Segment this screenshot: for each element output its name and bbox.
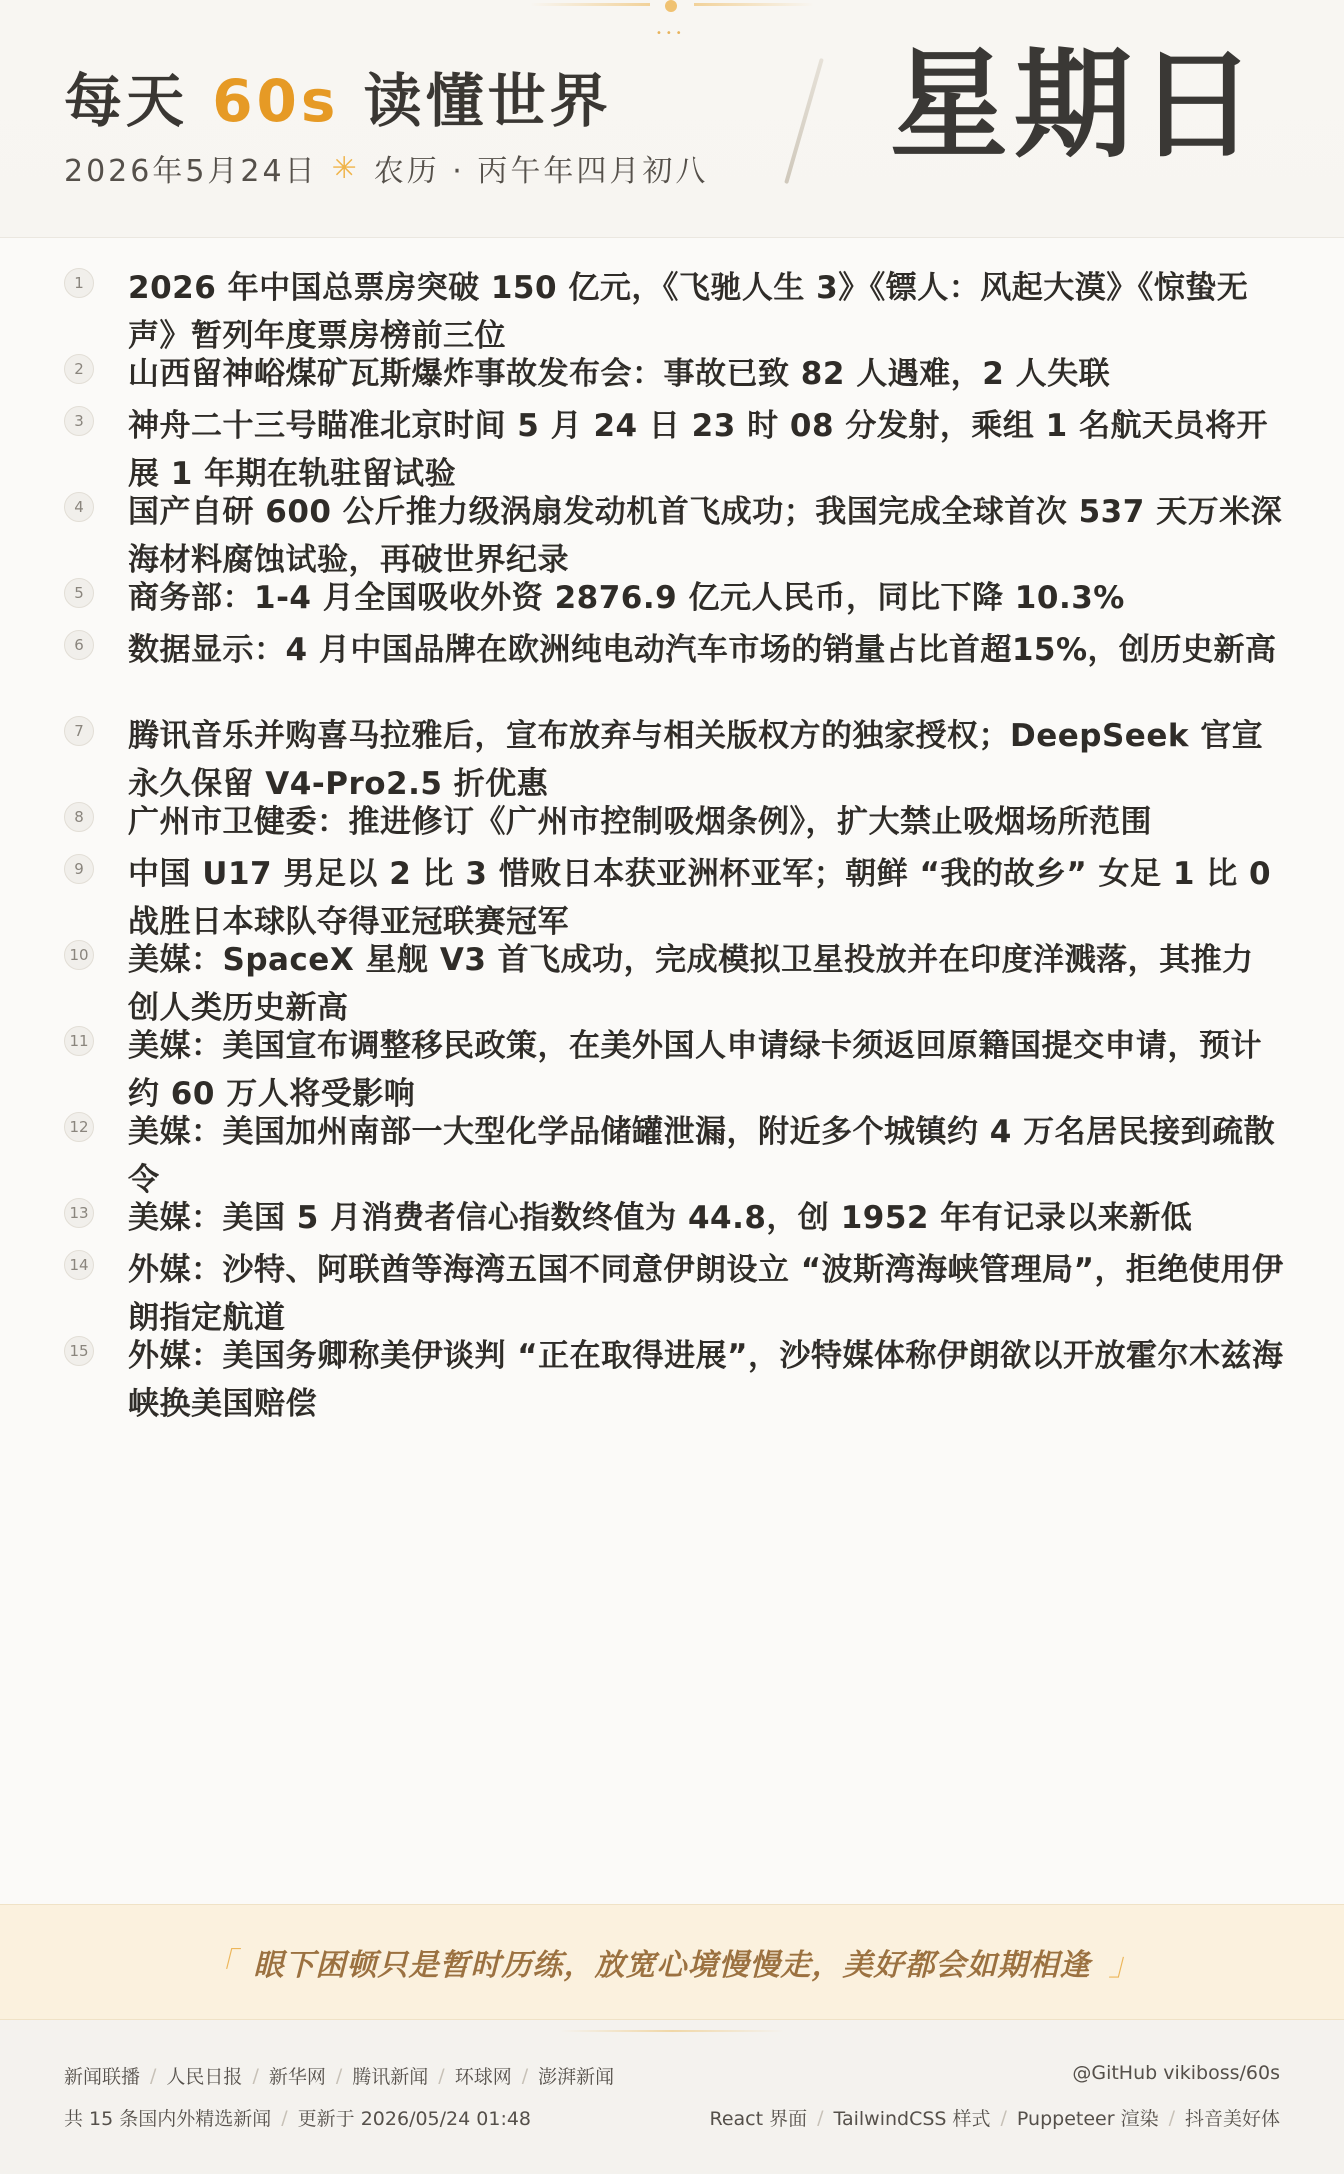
news-number-badge: 12 <box>64 1112 94 1142</box>
daily-quote <box>0 1904 1344 2020</box>
news-number-badge: 6 <box>64 630 94 660</box>
news-text: 数据显示：4 月中国品牌在欧洲纯电动汽车市场的销量占比首超15%，创历史新高 <box>128 632 1277 668</box>
news-item <box>64 850 1284 946</box>
news-text: 美媒：美国宣布调整移民政策，在美外国人申请绿卡须返回原籍国提交申请，预计约 60 万人将受影响 <box>128 1028 1262 1112</box>
news-text: 外媒：美国务卿称美伊谈判 “正在取得进展”，沙特媒体称伊朗欲以开放霍尔木兹海峡换美国赔偿 <box>128 1338 1284 1422</box>
source-item: 腾讯新闻 <box>352 2066 429 2088</box>
news-text: 美媒：美国 5 月消费者信心指数终值为 44.8，创 1952 年有记录以来新低 <box>128 1200 1193 1236</box>
news-text: 国产自研 600 公斤推力级涡扇发动机首飞成功；我国完成全球首次 537 天万米深海材料腐蚀试验，再破世界纪录 <box>128 494 1283 578</box>
news-number-badge: 4 <box>64 492 94 522</box>
news-text: 广州市卫健委：推进修订《广州市控制吸烟条例》，扩大禁止吸烟场所范围 <box>128 804 1152 840</box>
source-item: 新华网 <box>268 2066 326 2088</box>
news-number-badge: 10 <box>64 940 94 970</box>
news-number-badge: 14 <box>64 1250 94 1280</box>
separator: / <box>335 2064 343 2087</box>
news-item <box>64 626 1284 674</box>
sun-dot-icon <box>665 0 677 12</box>
news-number-badge: 2 <box>64 354 94 384</box>
news-number-badge: 15 <box>64 1336 94 1366</box>
news-item <box>64 1194 1284 1242</box>
news-item <box>64 1108 1284 1204</box>
news-number-badge: 9 <box>64 854 94 884</box>
tech-item: 抖音美好体 <box>1184 2108 1280 2130</box>
news-text: 腾讯音乐并购喜马拉雅后，宣布放弃与相关版权方的独家授权；DeepSeek 官宣永久保留 V4-Pro2.5 折优惠 <box>128 718 1264 802</box>
source-list <box>64 2062 614 2089</box>
date-line <box>64 146 708 190</box>
news-item <box>64 574 1284 622</box>
news-item <box>64 712 1284 808</box>
sparkle-icon: ✳ <box>331 150 360 186</box>
news-item <box>64 350 1284 398</box>
news-item <box>64 1246 1284 1342</box>
news-text: 中国 U17 男足以 2 比 3 惜败日本获亚洲杯亚军；朝鲜 “我的故乡” 女足 1 比 0 战胜日本球队夺得亚冠联赛冠军 <box>128 856 1272 940</box>
news-text: 美媒：SpaceX 星舰 V3 首飞成功，完成模拟卫星投放并在印度洋溅落，其推力创人类历史新高 <box>128 942 1254 1026</box>
solar-date: 2026年5月24日 <box>64 154 318 189</box>
tech-stack <box>709 2104 1280 2131</box>
news-text: 2026 年中国总票房突破 150 亿元，《飞驰人生 3》《镖人：风起大漠》《惊蛰无声》暂列年度票房榜前三位 <box>128 270 1249 354</box>
source-item: 人民日报 <box>166 2066 243 2088</box>
separator: / <box>438 2064 445 2087</box>
news-item <box>64 798 1284 846</box>
news-count: 共 15 条国内外精选新闻 <box>64 2108 272 2130</box>
news-number-badge: 5 <box>64 578 94 608</box>
tech-item: React 界面 <box>709 2108 808 2130</box>
weekday: 星期日 <box>890 36 1263 174</box>
tech-item: Puppeteer 渲染 <box>1016 2108 1159 2130</box>
source-item: 环球网 <box>454 2066 512 2088</box>
news-number-badge: 11 <box>64 1026 94 1056</box>
news-item <box>64 488 1284 584</box>
title-accent: 60s <box>212 67 340 135</box>
news-item <box>64 936 1284 1032</box>
header-divider <box>784 58 824 184</box>
separator: / <box>521 2064 529 2087</box>
separator: / <box>1000 2106 1007 2129</box>
news-number-badge: 1 <box>64 268 94 298</box>
updated-time: 更新于 2026/05/24 01:48 <box>297 2108 532 2130</box>
news-text: 山西留神峪煤矿瓦斯爆炸事故发布会：事故已致 82 人遇难，2 人失联 <box>128 356 1111 392</box>
news-number-badge: 13 <box>64 1198 94 1228</box>
footer-meta: 共 15 条国内外精选新闻 / 更新于 2026/05/24 01:48 <box>64 2104 531 2131</box>
news-text: 外媒：沙特、阿联酋等海湾五国不同意伊朗设立 “波斯湾海峡管理局”，拒绝使用伊朗指定航道 <box>128 1252 1284 1336</box>
news-text: 神舟二十三号瞄准北京时间 5 月 24 日 23 时 08 分发射，乘组 1 名航天员将开展 1 年期在轨驻留试验 <box>128 408 1268 492</box>
news-number-badge: 7 <box>64 716 94 746</box>
separator: / <box>1168 2106 1175 2129</box>
source-item: 新闻联播 <box>64 2066 141 2088</box>
news-number-badge: 3 <box>64 406 94 436</box>
github-credit[interactable]: @GitHub vikiboss/60s <box>1072 2062 1280 2084</box>
page-footer <box>0 2020 1344 2174</box>
quote-open-mark: 「 <box>203 1945 236 1983</box>
separator: / <box>817 2106 824 2129</box>
tech-item: TailwindCSS 样式 <box>833 2108 991 2130</box>
page-header <box>0 0 1344 238</box>
top-decoration: ••• <box>530 0 814 40</box>
news-item <box>64 1332 1284 1428</box>
separator: / <box>150 2064 157 2087</box>
source-item: 澎湃新闻 <box>538 2066 615 2088</box>
news-text: 商务部：1-4 月全国吸收外资 2876.9 亿元人民币，同比下降 10.3% <box>128 580 1125 616</box>
news-item <box>64 264 1284 360</box>
separator: / <box>252 2064 259 2087</box>
page-title: 每天 60s 读懂世界 <box>64 67 612 135</box>
news-number-badge: 8 <box>64 802 94 832</box>
quote-close-mark: 」 <box>1108 1945 1141 1983</box>
footer-decoration <box>560 2030 784 2032</box>
news-item <box>64 1022 1284 1118</box>
news-item <box>64 402 1284 498</box>
quote-text: 眼下困顿只是暂时历练，放宽心境慢慢走，美好都会如期相逢 <box>253 1948 1091 1983</box>
news-text: 美媒：美国加州南部一大型化学品储罐泄漏，附近多个城镇约 4 万名居民接到疏散令 <box>128 1114 1276 1198</box>
lunar-date: 农历 · 丙午年四月初八 <box>373 154 709 189</box>
